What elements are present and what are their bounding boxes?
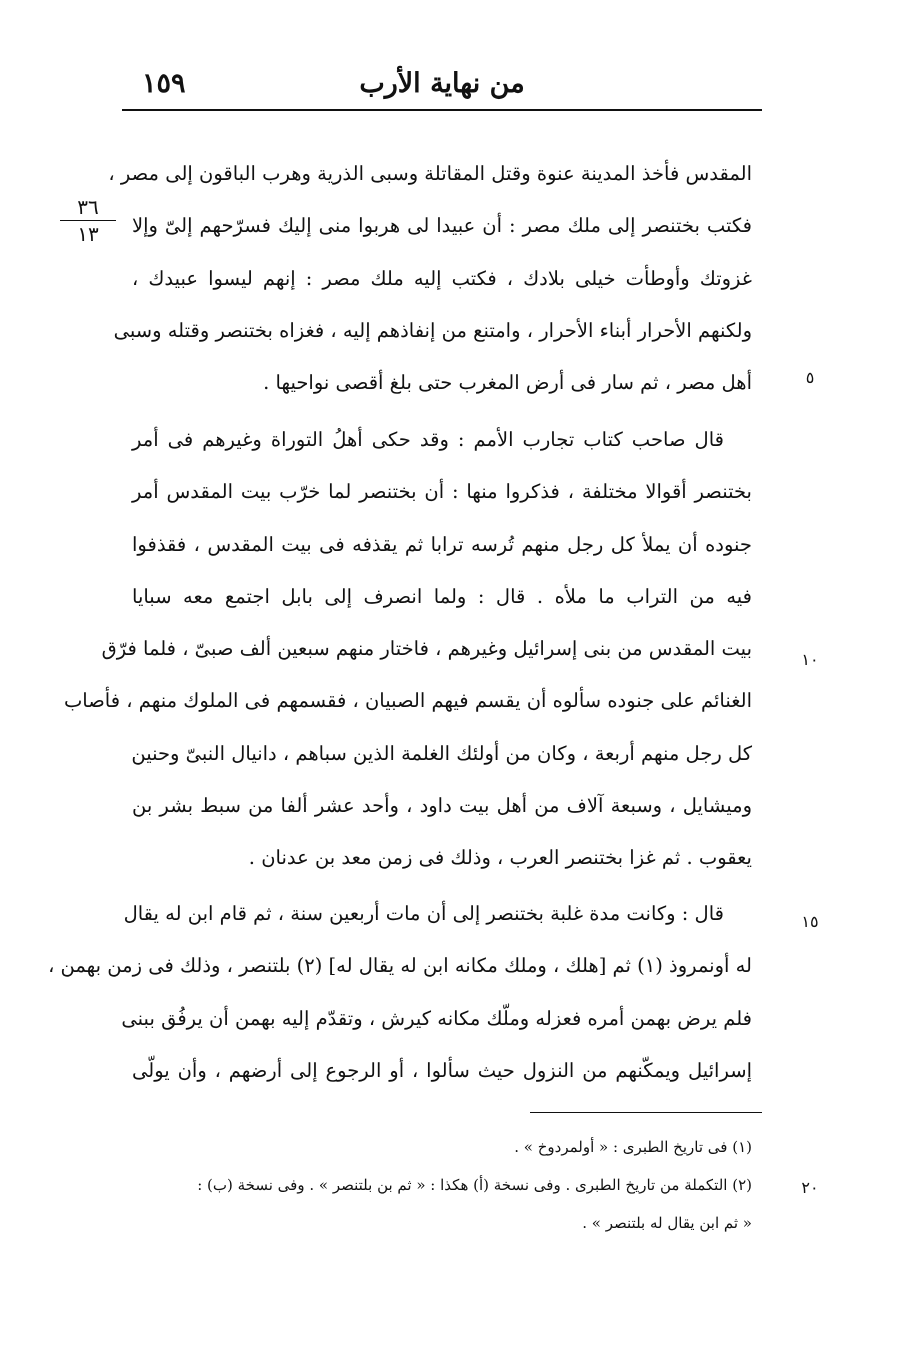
text-line: فلم يرض بهمن أمره فعزله وملّك مكانه كيرش ، وتقدّم إليه بهمن أن يرفُق ببنى (121, 1006, 752, 1030)
text-line: فيه من التراب ما ملأه . قال : ولما انصرف إلى بابل اجتمع معه سبايا (132, 584, 752, 608)
text-line: له أونمروذ (١) ثم [هلك ، وملك مكانه ابن له يقال له] (٢) بلتنصر ، وذلك فى زمن بهمن ، (48, 954, 752, 978)
text-line: إسرائيل ويمكّنهم من النزول حيث سألوا ، أو الرجوع إلى أرضهم ، وأن يولّى (132, 1058, 752, 1082)
text-line: المقدس فأخذ المدينة عنوة وقتل المقاتلة وسبى الذرية وهرب الباقون إلى مصر ، (108, 162, 752, 185)
text-line: الغنائم على جنوده سألوه أن يقسم فيهم الصبيان ، فقسمهم فى الملوك منهم ، فأصاب (63, 689, 752, 713)
text-line: كل رجل منهم أربعة ، وكان من أولئك الغلمة الذين سباهم ، دانيال النبىّ وحنين (131, 741, 752, 765)
running-header (122, 62, 762, 110)
footnote-1: (١) فى تاريخ الطبرى : « أولمردوخ » . (514, 1138, 752, 1156)
header-title: من نهاية الأرب (359, 68, 525, 99)
text-line: بيت المقدس من بنى إسرائيل وغيرهم ، فاختار منهم سبعين ألف صبىّ ، فلما فرّق (101, 637, 752, 661)
footnote-2: (٢) التكملة من تاريخ الطبرى . وفى نسخة (أ) هكذا : « ثم بن بلتنصر » . وفى نسخة (ب) : (197, 1176, 752, 1194)
text-line: بختنصر أقوالا مختلفة ، فذكروا منها : أن بختنصر لما خرّب بيت المقدس أمر (132, 480, 752, 504)
text-line: وميشايل ، وسبعة آلاف من أهل بيت داود ، وأحد عشر ألفا من سبط بشر بن (132, 794, 752, 818)
footnote-rule (530, 1112, 762, 1113)
text-line: قال : وكانت مدة غلبة بختنصر إلى أن مات أربعين سنة ، ثم قام ابن له يقال (123, 902, 724, 925)
margin-ref-volume: ٣٦ (60, 196, 116, 221)
text-line: فكتب بختنصر إلى ملك مصر : أن عبيدا لى هربوا منى إليك فسرّحهم إلىّ وإلا (132, 214, 752, 238)
paragraph-1 (108, 148, 752, 409)
header-rule (122, 109, 762, 111)
text-line: أهل مصر ، ثم سار فى أرض المغرب حتى بلغ أقصى نواحيها . (263, 371, 752, 395)
page-number: ١٥٩ (142, 68, 186, 99)
footnote-2-continued: « ثم ابن يقال له بلتنصر » . (582, 1214, 752, 1232)
margin-reference (60, 196, 116, 245)
text-line: ولكنهم الأحرار أبناء الأحرار ، وامتنع من إنفاذهم إليه ، فغزاه بختنصر وقتله وسبى (113, 318, 752, 342)
margin-ref-page: ١٣ (77, 222, 99, 246)
text-line: غزوتك وأوطأت خيلى بلادك ، فكتب إليه ملك مصر : إنهم ليسوا عبيدك ، (132, 266, 752, 290)
paragraph-3 (48, 888, 752, 1097)
line-marker-15: ١٥ (801, 912, 819, 931)
line-marker-10: ١٠ (801, 650, 819, 669)
line-marker-5: ٥ (805, 368, 815, 387)
line-marker-20: ٢٠ (801, 1178, 819, 1197)
paragraph-2 (63, 414, 752, 885)
text-line: قال صاحب كتاب تجارب الأمم : وقد حكى أهلُ التوراة وغيرهم فى أمر (132, 428, 724, 451)
footnotes (132, 1128, 752, 1242)
text-line: يعقوب . ثم غزا بختنصر العرب ، وذلك فى زمن معد بن عدنان . (248, 846, 752, 870)
text-line: جنوده أن يملأ كل رجل منهم تُرسه ترابا ثم يقذفه فى بيت المقدس ، فقذفوا (132, 532, 752, 556)
